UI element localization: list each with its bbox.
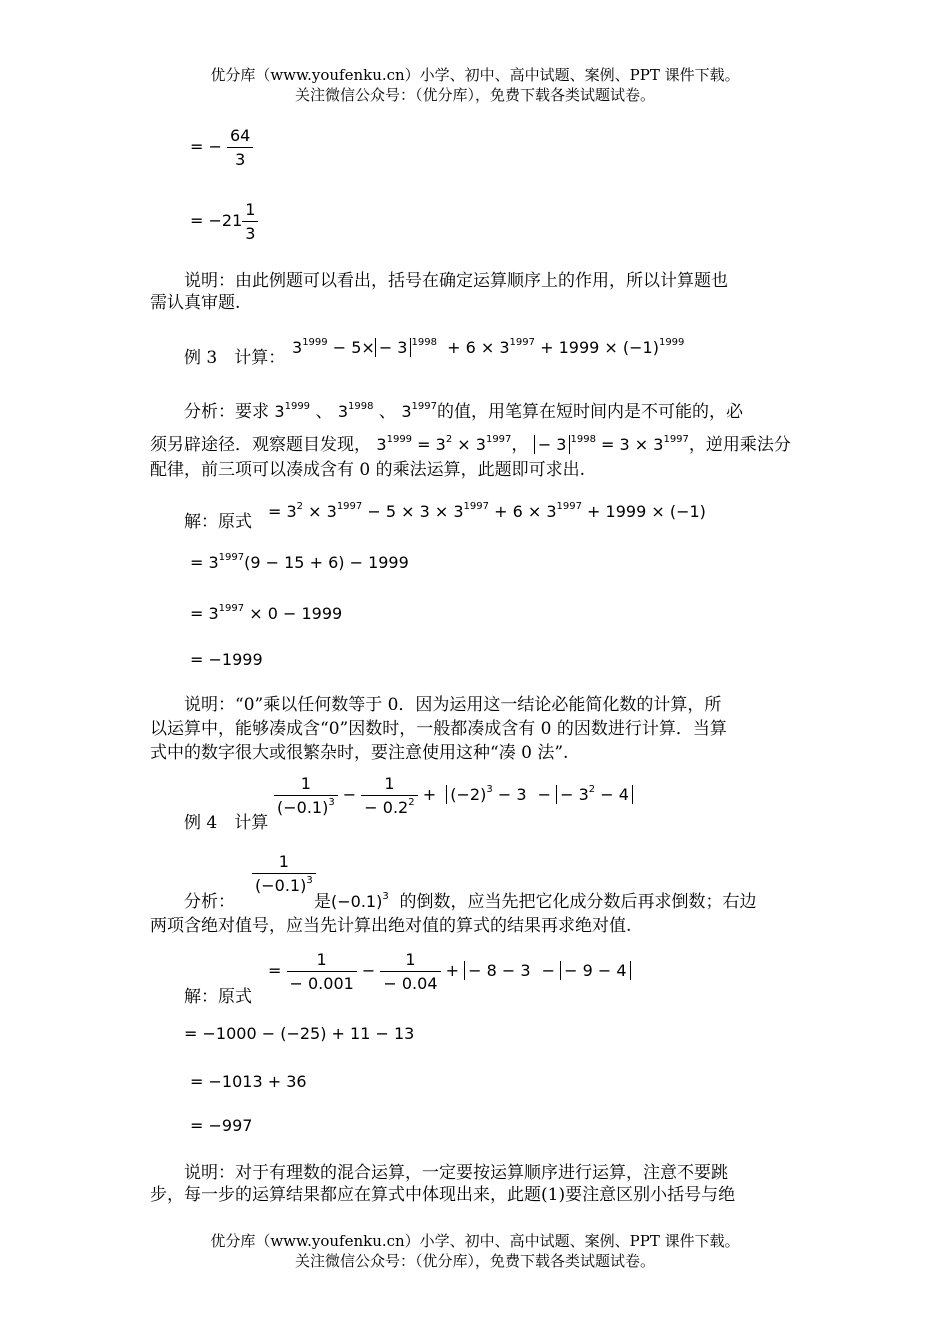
note-1-line-2: 需认真审题. [150,293,241,313]
footer-line-2: 关注微信公众号：（优分库），免费下载各类试题试卷。 [294,1252,655,1270]
note-2-line-1: 说明：“0”乘以任何数等于 0．因为运用这一结论必能简化数的计算，所 [184,695,722,715]
step-negative-64-thirds [190,126,253,169]
solution-4-line-4: = −997 [190,1116,253,1135]
example-4-label: 例 4 计算 [184,813,269,833]
header-line-1: 优分库（www.youfenku.cn）小学、初中、高中试题、案例、PPT 课件下载。 [210,66,740,84]
step-prefix: = −21 [190,211,243,230]
example-3-label: 例 3 计算： [184,348,286,368]
analysis-4-label: 分析： [184,892,235,912]
note-3-line-2: 步，每一步的运算结果都应在算式中体现出来，此题(1)要注意区别小括号与绝 [150,1185,736,1205]
solution-4-line-2: = −1000 − (−25) + 11 − 13 [184,1024,415,1043]
example-3-expression: $3^{1999} - 5\times - 3$ $^{1998} + 6 \times 3^{1997} + 1999 \times (-1)^{1999}$ [292,337,685,357]
header-line-2: 关注微信公众号：（优分库），免费下载各类试题试卷。 [294,86,655,104]
solution-3-line-4: = −1999 [190,650,263,669]
analysis-4-line-2: 两项含绝对值号，应当先计算出绝对值的算式的结果再求绝对值. [150,916,632,936]
analysis-4-fraction: $\frac{1}{(-0.1)^3}$ [252,852,316,895]
solution-3-label: 解：原式 [184,512,252,532]
fraction-numerator: 1 [242,200,258,222]
analysis-3-line-1: 分析：要求 $3^{1999}$ 、 $3^{1998}$ 、 $3^{1997}$的值，用笔算在短时间内是不可能的，必 [184,401,743,422]
example-4-expression: $\frac{1}{(-0.1)^3}$ − $\frac{1}{- 0.2^2}$ + $(-2)^3 - 3$ − − $3^2 - 4$ [274,774,633,817]
fraction-numerator: 64 [227,126,253,148]
step-prefix: = − [190,137,222,156]
solution-4-line-3: = −1013 + 36 [190,1072,307,1091]
note-1-line-1: 说明：由此例题可以看出，括号在确定运算顺序上的作用，所以计算题也 [184,271,728,291]
fraction-denominator: 3 [235,150,246,169]
note-3-line-1: 说明：对于有理数的混合运算，一定要按运算顺序进行运算，注意不要跳 [184,1163,728,1183]
analysis-3-line-3: 配律，前三项可以凑成含有 0 的乘法运算，此题即可求出. [150,460,586,480]
fraction-denominator: 3 [245,224,256,243]
solution-4-line-1: = $\frac{1}{- 0.001}$ − $\frac{1}{- 0.04}$ + − 8 − 3 − − 9 − 4 [268,950,631,993]
solution-3-line-2: = $3^{1997}(9 - 15 + 6) - 1999$ [190,552,409,572]
step-mixed-number [190,200,258,243]
note-2-line-2: 以运算中，能够凑成含“0”因数时，一般都凑成含有 0 的因数进行计算．当算 [150,719,727,739]
solution-3-line-1: = $3^2 \times 3^{1997} - 5 \times 3 \times 3^{1997} + 6 \times 3^{1997} + 1999 \times (-1)$ [268,501,706,521]
solution-4-label: 解：原式 [184,987,252,1007]
solution-3-line-3: = $3^{1997} \times 0 - 1999$ [190,603,343,623]
analysis-4-line-1: 是$(-0.1)^3$ 的倒数，应当先把它化成分数后再求倒数；右边 [314,891,757,912]
analysis-3-line-2: 须另辟途径．观察题目发现， $3^{1999} = 3^2 \times 3^{1997}$， − 3 $^{1998} = 3 \times 3^{1997}$，逆用乘法分 [150,434,791,455]
note-2-line-3: 式中的数字很大或很繁杂时，要注意使用这种“凑 0 法”. [150,743,569,763]
footer-line-1: 优分库（www.youfenku.cn）小学、初中、高中试题、案例、PPT 课件下载。 [210,1232,740,1250]
